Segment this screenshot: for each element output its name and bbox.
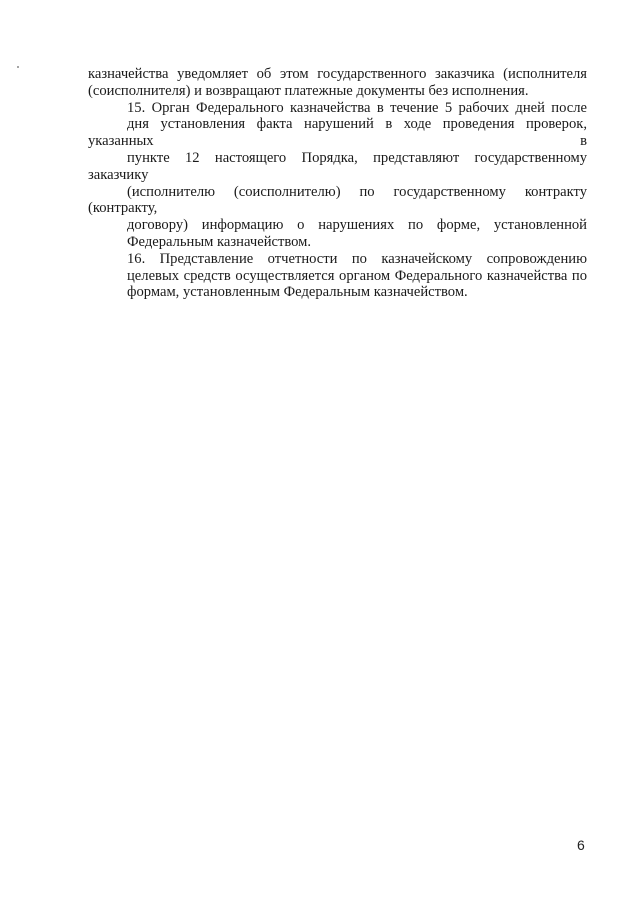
text-line: 15. Орган Федерального казначейства в течение 5 рабочих дней после: [127, 99, 587, 116]
paragraph-16: [88, 251, 587, 301]
text-line: (исполнителю (соисполнителю) по государственному контракту (контракту,: [88, 183, 587, 217]
paragraph-continuation: [88, 66, 587, 100]
text-line: казначейства уведомляет об этом государственного заказчика (исполнителя: [88, 66, 587, 82]
scan-artifact-dot: [17, 66, 19, 68]
text-line: дня установления факта нарушений в ходе проведения проверок, указанных в: [88, 116, 587, 150]
document-body: [88, 66, 587, 301]
text-line: договору) информацию о нарушениях по форме, установленной: [127, 217, 587, 234]
text-line: пункте 12 настоящего Порядка, представляют государственному заказчику: [88, 149, 587, 183]
text-line: 16. Представление отчетности по казначейскому сопровождению: [127, 250, 587, 267]
paragraph-15: [88, 100, 587, 251]
text-line: формам, установленным Федеральным казначейством.: [127, 284, 468, 301]
page-number: 6: [577, 837, 585, 853]
text-line: целевых средств осуществляется органом Федерального казначейства по: [127, 267, 587, 284]
text-line: (соисполнителя) и возвращают платежные документы без исполнения.: [88, 82, 529, 99]
text-line: Федеральным казначейством.: [127, 233, 312, 250]
